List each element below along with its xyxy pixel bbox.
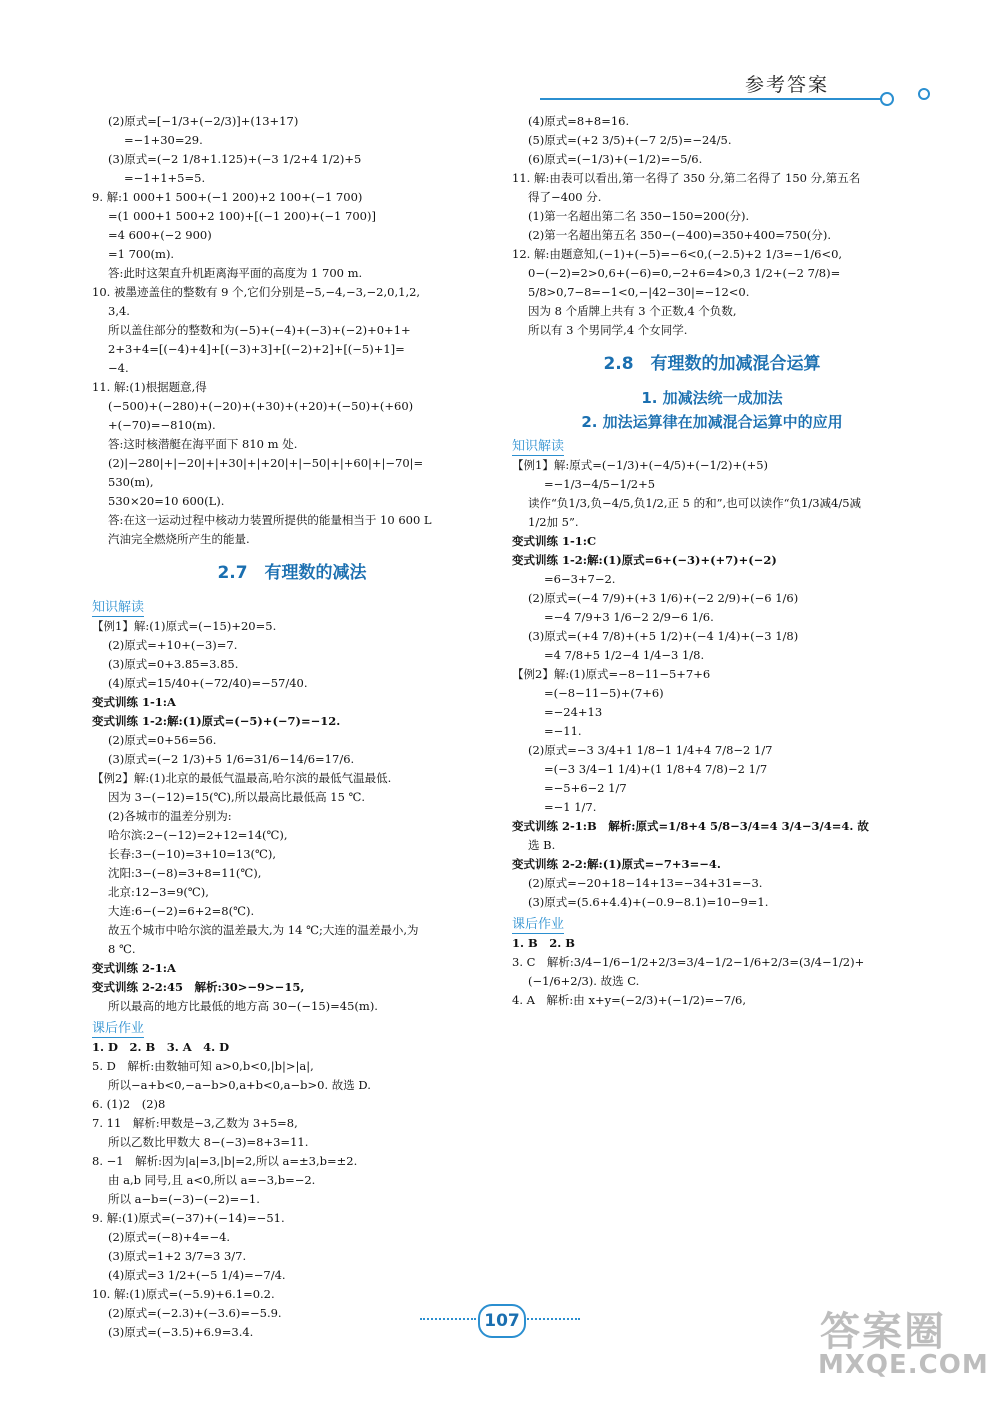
text-line: (2)原式=−20+18−14+13=−34+31=−3. [528,876,763,890]
text-line: =−1 1/7. [544,800,597,814]
text-line: (2)第一名超出第五名 350−(−400)=350+400=750(分). [528,228,831,242]
text-line: 因为 3−(−12)=15(℃),所以最高比最低高 15 ℃. [108,790,366,804]
text-line: 6. (1)2 (2)8 [92,1097,166,1111]
text-line: 所以乙数比甲数大 8−(−3)=8+3=11. [108,1135,309,1149]
text-line: =−1/3−4/5−1/2+5 [544,477,656,491]
text-line: (2)|−280|+|−20|+|+30|+|+20|+|−50|+|+60|+|−70|= [108,456,424,470]
text-line: (5)原式=(+2 3/5)+(−7 2/5)=−24/5. [528,133,732,147]
section-title: 2.8 有理数的加减混合运算 [603,354,821,374]
text-line: (1)第一名超出第二名 350−150=200(分). [528,209,750,223]
section-tag-row [92,595,492,617]
text-line: =1 700(m). [108,247,175,261]
text-line: 故五个城市中哈尔滨的温差最大,为 14 ℃;大连的温差最小,为 [108,923,419,937]
text-line: (2)原式=[−1/3+(−2/3)]+(13+17) [108,114,299,128]
text-line: 长春:3−(−10)=3+10=13(℃), [108,847,277,861]
text-line: 10. 解:(1)原式=(−5.9)+6.1=0.2. [92,1287,275,1301]
header-title: 参考答案 [745,74,830,96]
text-line: (3)原式=(−3.5)+6.9=3.4. [108,1325,254,1339]
text-line: =(1 000+1 500+2 100)+[(−1 200)+(−1 700)] [108,209,376,223]
text-line: 3,4. [108,304,130,318]
text-line: 11. 解:(1)根据题意,得 [92,380,207,394]
header-rule [540,98,890,100]
header-dot-small [918,88,930,100]
text-line: (3)原式=(5.6+4.4)+(−0.9−8.1)=10−9=1. [528,895,769,909]
text-line: 530(m), [108,475,154,489]
section-tag: 课后作业 [512,917,565,932]
text-line: (2)原式=(−8)+4=−4. [108,1230,231,1244]
header-dot [880,92,894,106]
text-line: −4. [108,361,129,375]
text-line: 5/8>0,7−8=−1<0,−|42−30|=−12<0. [528,285,750,299]
section-tag: 课后作业 [92,1021,145,1036]
text-line: 【例1】解:原式=(−1/3)+(−4/5)+(−1/2)+(+5) [512,458,769,472]
text-line: =−24+13 [544,705,603,719]
text-line: 530×20=10 600(L). [108,494,225,508]
text-line: 1. D 2. B 3. A 4. D [92,1040,230,1054]
text-line: =(−8−11−5)+(7+6) [544,686,664,700]
text-line: 读作“负1/3,负−4/5,负1/2,正 5 的和”,也可以读作“负1/3减4/5减 [528,496,862,510]
text-line: 12. 解:由题意知,(−1)+(−5)=−6<0,(−2.5)+2 1/3=−1/6<0, [512,247,843,261]
section-subtitle: 1. 加减法统一成加法 [641,389,783,407]
text-line: 由 a,b 同号,且 a<0,所以 a=−3,b=−2. [108,1173,316,1187]
text-line: =4 600+(−2 900) [108,228,212,242]
text-line: 所以有 3 个男同学,4 个女同学. [528,323,688,337]
watermark-logo-text: 答案圈 [820,1309,946,1355]
section-subtitle: 2. 加法运算律在加减混合运算中的应用 [581,413,843,431]
page-dots-left [420,1318,476,1320]
page-number: 107 [478,1304,526,1338]
text-line: 3. C 解析:3/4−1/6−1/2+2/3=3/4−1/2−1/6+2/3=(3/4−1/2)+ [512,955,865,969]
text-line: 所以盖住部分的整数和为(−5)+(−4)+(−3)+(−2)+0+1+ [108,323,411,337]
text-line: 选 B. [528,838,556,852]
text-line: 变式训练 2-2:45 解析:30>−9>−15, [92,980,305,994]
text-line: =−5+6−2 1/7 [544,781,627,795]
text-line: 汽油完全燃烧所产生的能量. [108,532,250,546]
watermark-url: MXQE.COM [818,1350,989,1380]
text-line: 北京:12−3=9(℃), [108,885,209,899]
text-line: 7. 11 解析:甲数是−3,乙数为 3+5=8, [92,1116,298,1130]
text-line: 所以−a+b<0,−a−b>0,a+b<0,a−b>0. 故选 D. [108,1078,371,1092]
text-line: 哈尔滨:2−(−12)=2+12=14(℃), [108,828,288,842]
text-line: +(−70)=−810(m). [108,418,216,432]
text-line: 4. A 解析:由 x+y=(−2/3)+(−1/2)=−7/6, [512,993,747,1007]
text-line: (2)原式=+10+(−3)=7. [108,638,238,652]
section-tag-row [512,912,912,934]
section-tag: 知识解读 [92,600,145,615]
text-line: 【例2】解:(1)北京的最低气温最高,哈尔滨的最低气温最低. [92,771,392,785]
text-line: 变式训练 1-2:解:(1)原式=6+(−3)+(+7)+(−2) [512,553,777,567]
text-line: 1. B 2. B [512,936,575,950]
text-line: (6)原式=(−1/3)+(−1/2)=−5/6. [528,152,703,166]
text-line: (4)原式=3 1/2+(−5 1/4)=−7/4. [108,1268,286,1282]
section-tag: 知识解读 [512,439,565,454]
text-line: 2+3+4=[(−4)+4]+[(−3)+3]+[(−2)+2]+[(−5)+1]= [108,342,405,356]
section-tag-row [512,434,912,456]
text-line: 沈阳:3−(−8)=3+8=11(℃), [108,866,262,880]
text-line: (2)原式=(−2.3)+(−3.6)=−5.9. [108,1306,282,1320]
text-line: (2)原式=−3 3/4+1 1/8−1 1/4+4 7/8−2 1/7 [528,743,773,757]
text-line: 9. 解:(1)原式=(−37)+(−14)=−51. [92,1211,285,1225]
text-line: 11. 解:由表可以看出,第一名得了 350 分,第二名得了 150 分,第五名 [512,171,861,185]
text-line: 变式训练 2-2:解:(1)原式=−7+3=−4. [512,857,721,871]
text-line: 变式训练 2-1:A [92,961,176,975]
text-line: 得了−400 分. [528,190,602,204]
text-line: =6−3+7−2. [544,572,616,586]
text-line: 答:这时核潜艇在海平面下 810 m 处. [108,437,298,451]
text-line: (3)原式=(+4 7/8)+(+5 1/2)+(−4 1/4)+(−3 1/8) [528,629,799,643]
text-line: 变式训练 1-2:解:(1)原式=(−5)+(−7)=−12. [92,714,341,728]
text-line: 5. D 解析:由数轴可知 a>0,b<0,|b|>|a|, [92,1059,314,1073]
page-number-area [420,1300,580,1340]
text-line: 【例2】解:(1)原式=−8−11−5+7+6 [512,667,711,681]
text-line: (−1/6+2/3). 故选 C. [528,974,640,988]
text-line: 答:此时这架直升机距离海平面的高度为 1 700 m. [108,266,363,280]
watermark [810,1300,990,1390]
text-line: =−11. [544,724,582,738]
text-line: 10. 被墨迹盖住的整数有 9 个,它们分别是−5,−4,−3,−2,0,1,2, [92,285,421,299]
text-line: 1/2加 5”. [528,515,579,529]
text-line: 8. −1 解析:因为|a|=3,|b|=2,所以 a=±3,b=±2. [92,1154,358,1168]
text-line: 所以 a−b=(−3)−(−2)=−1. [108,1192,260,1206]
text-line: 0−(−2)=2>0,6+(−6)=0,−2+6=4>0,3 1/2+(−2 7/8)= [528,266,841,280]
text-line: (3)原式=(−2 1/8+1.125)+(−3 1/2+4 1/2)+5 [108,152,362,166]
text-line: (2)原式=(−4 7/9)+(+3 1/6)+(−2 2/9)+(−6 1/6) [528,591,799,605]
text-line: =−4 7/9+3 1/6−2 2/9−6 1/6. [544,610,714,624]
section-title: 2.7 有理数的减法 [217,563,367,583]
text-line: 9. 解:1 000+1 500+(−1 200)+2 100+(−1 700) [92,190,363,204]
page-dots-right [524,1318,580,1320]
text-line: 变式训练 1-1:C [512,534,597,548]
text-line: 答:在这一运动过程中核动力装置所提供的能量相当于 10 600 L [108,513,432,527]
text-line: =−1+1+5=5. [124,171,206,185]
text-line: 8 ℃. [108,942,136,956]
text-line: (3)原式=0+3.85=3.85. [108,657,239,671]
text-line: 变式训练 2-1:B 解析:原式=1/8+4 5/8−3/4=4 3/4−3/4=4. 故 [512,819,869,833]
text-line: (−500)+(−280)+(−20)+(+30)+(+20)+(−50)+(+60) [108,399,414,413]
text-line: =(−3 3/4−1 1/4)+(1 1/8+4 7/8)−2 1/7 [544,762,768,776]
section-tag-row [92,1016,492,1038]
text-line: =−1+30=29. [124,133,203,147]
text-line: 【例1】解:(1)原式=(−15)+20=5. [92,619,277,633]
text-line: 因为 8 个盾牌上共有 3 个正数,4 个负数, [528,304,737,318]
right-column [512,112,912,1010]
text-line: (2)各城市的温差分别为: [108,809,232,823]
text-line: 所以最高的地方比最低的地方高 30−(−15)=45(m). [108,999,378,1013]
text-line: (2)原式=0+56=56. [108,733,217,747]
text-line: (4)原式=8+8=16. [528,114,630,128]
text-line: (3)原式=(−2 1/3)+5 1/6=31/6−14/6=17/6. [108,752,355,766]
text-line: 变式训练 1-1:A [92,695,176,709]
left-column [92,112,492,1342]
text-line: (3)原式=1+2 3/7=3 3/7. [108,1249,247,1263]
text-line: =4 7/8+5 1/2−4 1/4−3 1/8. [544,648,705,662]
text-line: (4)原式=15/40+(−72/40)=−57/40. [108,676,308,690]
text-line: 大连:6−(−2)=6+2=8(℃). [108,904,255,918]
